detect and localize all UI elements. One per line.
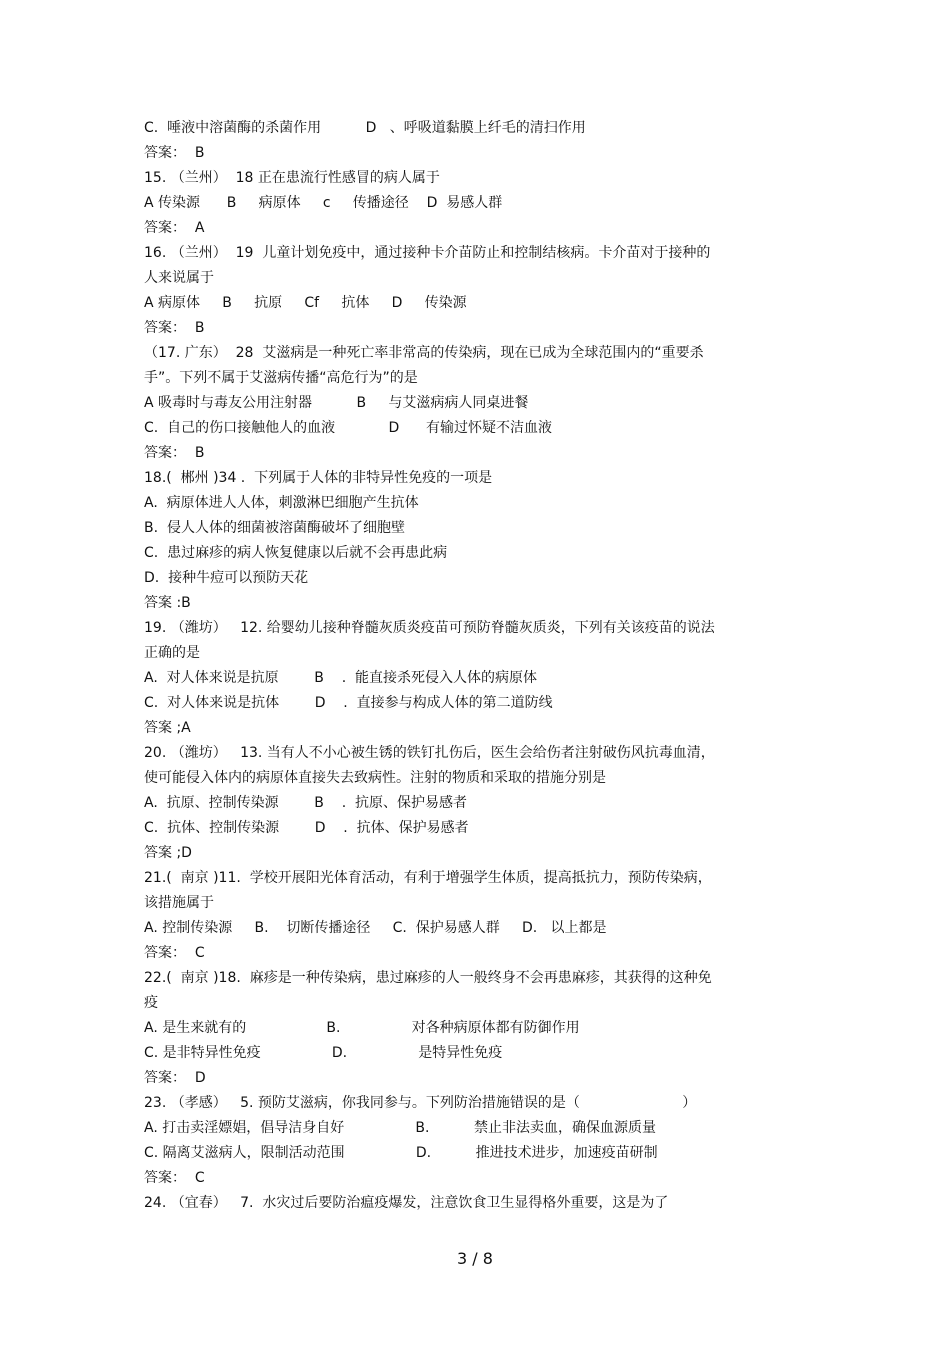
answer-line: 答案： C [144,1170,205,1186]
question-19: 19. （潍坊） 12. 给婴幼儿接种脊髓灰质炎疫苗可预防脊髓灰质炎，下列有关该疫苗的说法 [144,620,715,636]
options-17-ab: A 吸毒时与毒友公用注射器 B 与艾滋病病人同桌进餐 [144,395,529,411]
answer-line: 答案： A [144,220,205,236]
question-22-cont: 疫 [144,995,158,1011]
answer-line: 答案： D [144,1070,206,1086]
answer-line: 答案 :B [144,595,191,611]
option-18-b: B. 侵人人体的细菌被溶菌酶破坏了细胞壁 [144,520,405,536]
question-23: 23. （孝感） 5. 预防艾滋病，你我同参与。下列防治措施错误的是（ ） [144,1095,697,1111]
question-21-cont: 该措施属于 [144,895,214,911]
option-18-c: C. 患过麻疹的病人恢复健康以后就不会再患此病 [144,545,448,561]
answer-line: 答案： B [144,145,205,161]
answer-line: 答案 ;A [144,720,191,736]
options-16: A 病原体 B 抗原 Cf 抗体 D 传染源 [144,295,467,311]
question-20-cont: 使可能侵入体内的病原体直接失去致病性。注射的物质和采取的措施分别是 [144,770,606,786]
options-23-ab: A. 打击卖淫嫖娼，倡导洁身自好 B. 禁止非法卖血，确保血源质量 [144,1120,656,1136]
options-17-cd: C. 自己的伤口接触他人的血液 D 有输过怀疑不洁血液 [144,420,553,436]
question-15: 15. （兰州） 18 正在患流行性感冒的病人属于 [144,170,440,186]
options-20-ab: A. 抗原、控制传染源 B . 抗原、保护易感者 [144,795,468,811]
question-18: 18.( 郴州 )34 . 下列属于人体的非特异性免疫的一项是 [144,470,493,486]
answer-line: 答案： B [144,445,205,461]
options-19-cd: C. 对人体来说是抗体 D . 直接参与构成人体的第二道防线 [144,695,553,711]
options-23-cd: C. 隔离艾滋病人，限制活动范围 D. 推进技术进步，加速疫苗研制 [144,1145,658,1161]
options-21: A. 控制传染源 B. 切断传播途径 C. 保护易感人群 D. 以上都是 [144,920,607,936]
question-24: 24. （宜春） 7. 水灾过后要防治瘟疫爆发，注意饮食卫生显得格外重要，这是为了 [144,1195,669,1211]
question-16: 16. （兰州） 19 儿童计划免疫中，通过接种卡介苗防止和控制结核病。卡介苗对于接种的 [144,245,711,261]
question-17: （17. 广东） 28 艾滋病是一种死亡率非常高的传染病，现在已成为全球范围内的“重要杀 [144,345,704,361]
options-19-ab: A. 对人体来说是抗原 B . 能直接杀死侵入人体的病原体 [144,670,538,686]
question-21: 21.( 南京 )11. 学校开展阳光体育活动，有利于增强学生体质，提高抵抗力，预防传染病， [144,870,712,886]
option-18-a: A. 病原体进人人体，刺激淋巴细胞产生抗体 [144,495,419,511]
question-22: 22.( 南京 )18. 麻疹是一种传染病，患过麻疹的人一般终身不会再患麻疹，其获得的这种免 [144,970,712,986]
document-body [144,116,744,1216]
page-number: 3 / 8 [457,1249,493,1268]
option-18-d: D. 接种牛痘可以预防天花 [144,570,309,586]
answer-line: 答案： C [144,945,205,961]
question-17-cont: 手”。下列不属于艾滋病传播“高危行为”的是 [144,370,418,386]
options-22-cd: C. 是非特异性免疫 D. 是特异性免疫 [144,1045,503,1061]
answer-line: 答案： B [144,320,205,336]
text-line: C. 唾液中溶菌酶的杀菌作用 D 、呼吸道黏膜上纤毛的清扫作用 [144,120,586,136]
question-19-cont: 正确的是 [144,645,200,661]
question-20: 20. （潍坊） 13. 当有人不小心被生锈的铁钉扎伤后，医生会给伤者注射破伤风抗毒血清， [144,745,715,761]
question-16-cont: 人来说属于 [144,270,214,286]
options-15: A 传染源 B 病原体 c 传播途径 D 易感人群 [144,195,503,211]
options-20-cd: C. 抗体、控制传染源 D . 抗体、保护易感者 [144,820,469,836]
answer-line: 答案 ;D [144,845,192,861]
options-22-ab: A. 是生来就有的 B. 对各种病原体都有防御作用 [144,1020,580,1036]
